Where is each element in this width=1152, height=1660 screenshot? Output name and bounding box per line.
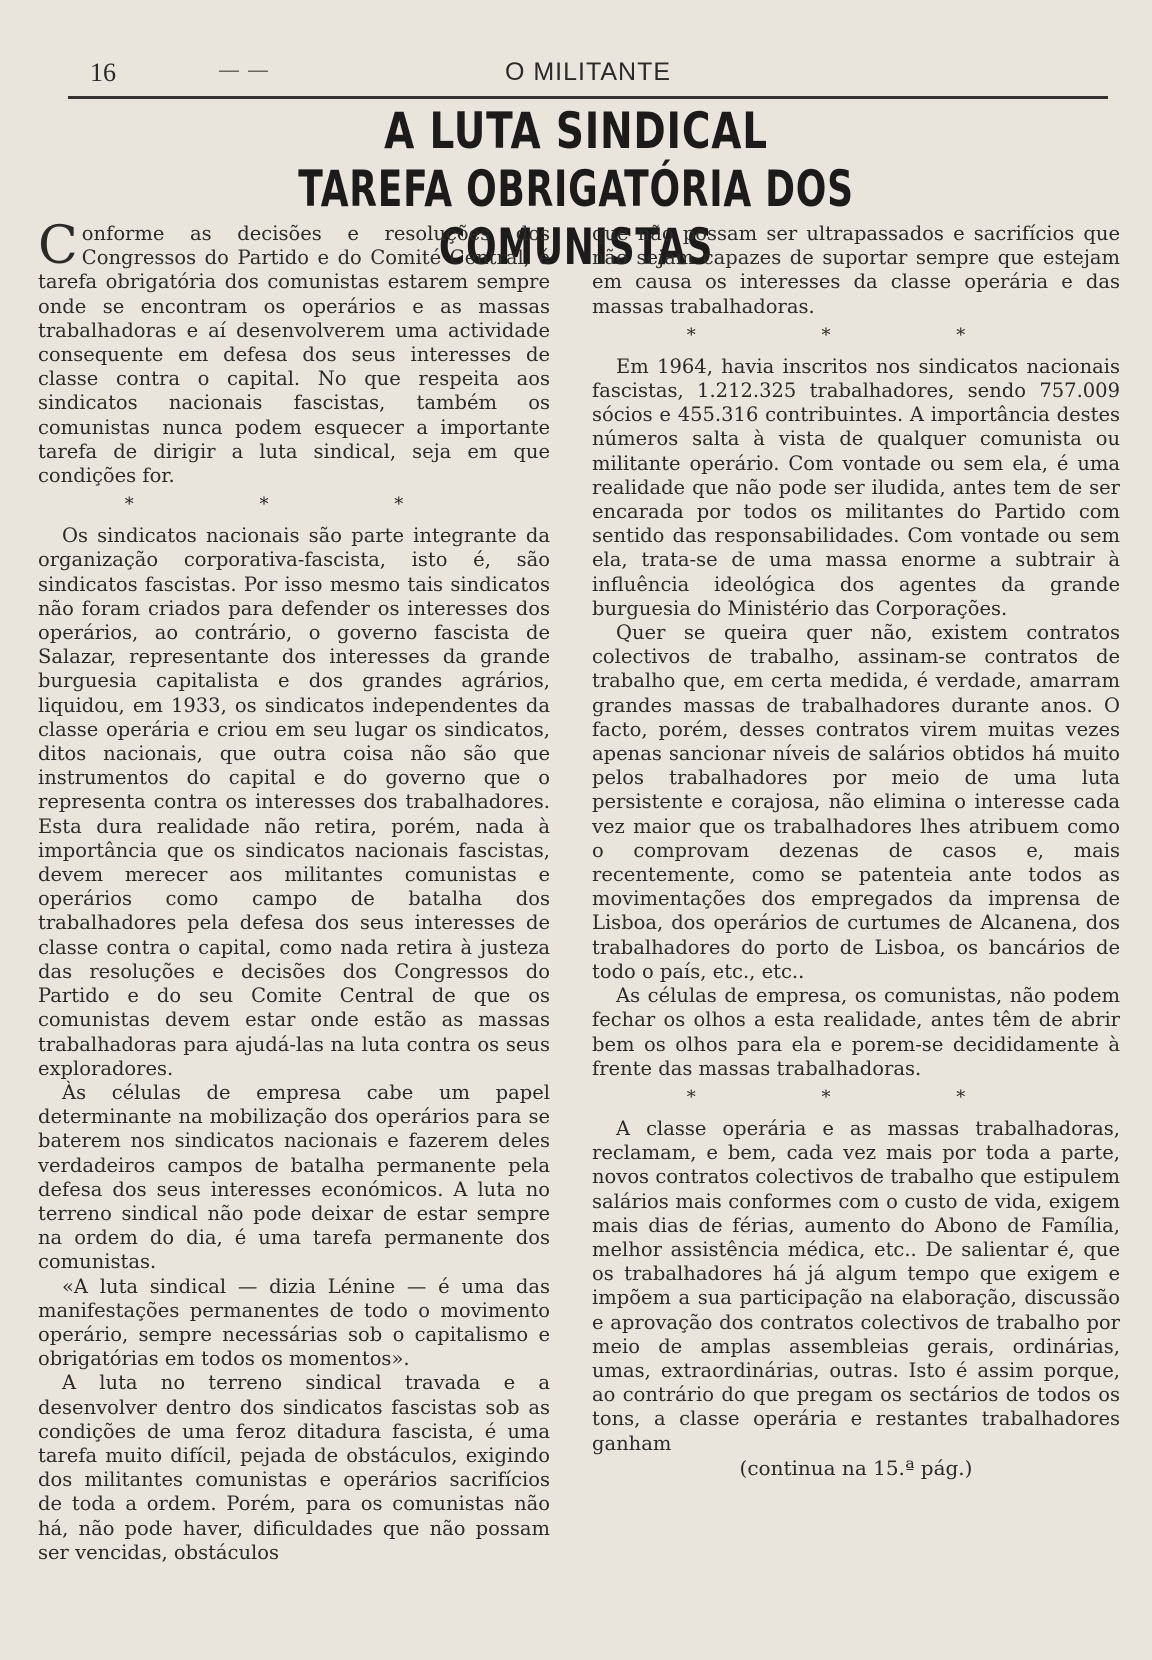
page-number: 16 [90, 58, 116, 87]
section-separator: * * * [686, 1086, 1026, 1108]
paragraph: Em 1964, havia inscritos nos sindicatos nacionais fascistas, 1.212.325 trabalhadores, sendo 757.009 sócios e 455.316 contribuintes. A importância destes números salta à vista de qualquer comunista ou militante operário. Com vontade ou sem ela, é uma realidade que não pode ser iludida, antes tem de ser encarada por todos os militantes do Partido com sentido das responsabilidades. Com vontade ou sem ela, trata-se de uma massa enorme a subtrair à influência ideológica dos agentes da grande burguesia do Ministério das Corporações. [592, 354, 1120, 620]
drop-cap: C [38, 222, 78, 276]
paragraph: A classe operária e as massas trabalhadoras, reclamam, e bem, cada vez mais por toda a parte, novos contratos colectivos de trabalho que estipulem salários mais conformes com o custo de vida, exigem mais dias de férias, aumento do Abono de Família, melhor assistência médica, etc.. De salientar é, que os trabalhadores há já algum tempo que exigem e impõem a sua participação na elaboração, discussão e aprovação dos contratos colectivos de trabalho por meio de amplas assembleias gerais, ordinárias, umas, extraordinárias, outras. Isto é assim porque, ao contrário do que pregam os sectários de todos os tons, a classe operária e restantes trabalhadores ganham [592, 1116, 1120, 1455]
paragraph: Às células de empresa cabe um papel determinante na mobilização dos operários para se baterem nos sindicatos nacionais e fazerem deles verdadeiros campos de batalha permanente pela defesa dos seus interesses económicos. A luta no terreno sindical não pode deixar de estar sempre na ordem do dia, é uma tarefa permanente dos comunistas. [38, 1080, 550, 1274]
article-subtitle: TAREFA OBRIGATÓRIA DOS COMUNISTAS [298, 160, 854, 276]
publication-name: O MILITANTE [504, 58, 672, 86]
article-title: A LUTA SINDICAL [384, 102, 768, 160]
header-rule [68, 96, 1108, 99]
right-column [592, 222, 1120, 1622]
paragraph: «A luta sindical — dizia Lénine — é uma das manifestações permanentes de todo o movimento operário, sempre necessárias sob o capitalismo e obrigatórias em todos os momentos». [38, 1274, 550, 1371]
continuation-note: (continua na 15.ª pág.) [739, 1455, 973, 1480]
paragraph: As células de empresa, os comunistas, não podem fechar os olhos a esta realidade, antes têm de abrir bem os olhos para ela e porem-se decididamente à frente das massas trabalhadoras. [592, 984, 1120, 1080]
section-separator: * * * [124, 494, 464, 516]
page-header [68, 44, 1108, 92]
header-dash: — — [218, 58, 269, 83]
left-column [38, 222, 550, 1622]
paragraph: Quer se queira quer não, existem contratos colectivos de trabalho, assinam-se contratos de trabalho que, em certa medida, é verdade, amarram grandes massas de trabalhadores durante anos. O facto, porém, desses contratos virem muitas vezes apenas sancionar níveis de salários obtidos há muito pelos trabalhadores por meio de uma luta persistente e corajosa, não elimina o interesse cada vez maior que os trabalhadores lhes atribuem como o comprovam dezenas de casos e, mais recentemente, como se patenteia ante todos as movimentações dos empregados da imprensa de Lisboa, dos operários de curtumes de Alcanena, dos trabalhadores do porto de Lisboa, os bancários de todo o país, etc., etc.. [592, 621, 1120, 983]
paragraph: Os sindicatos nacionais são parte integrante da organização corporativa-fascista, isto é, são sindicatos fascistas. Por isso mesmo tais sindicatos não foram criados para defender os interesses dos operários, ao contrário, o governo fascista de Salazar, representante dos interesses da grande burguesia capitalista e dos grandes agrários, liquidou, em 1933, os sindicatos independentes da classe operária e criou em seu lugar os sindicatos, ditos nacionais, que outra coisa não são que instrumentos do capital e do governo que o representa contra os interesses dos trabalhadores. Esta dura realidade não retira, porém, nada à importância que os sindicatos nacionais fascistas, devem merecer aos militantes comunistas e operários como campo de batalha dos trabalhadores pela defesa dos seus interesses de classe contra o capital, como nada retira à justeza das resoluções e decisões dos Congressos do Partido e do seu Comite Central de que os comunistas devem estar onde estão as massas trabalhadoras para ajudá-las na luta contra os seus exploradores. [38, 524, 550, 1080]
paragraph: A luta no terreno sindical travada e a desenvolver dentro dos sindicatos fascistas sob as condições de uma feroz ditadura fascista, é uma tarefa muito difícil, pejada de obstáculos, exigindo dos militantes comunistas e operários sacrifícios de toda a ordem. Porém, para os comunistas não há, não pode haver, dificuldades que não possam ser vencidas, obstáculos [38, 1371, 550, 1564]
paragraph: Conforme as decisões e resoluções dos Congressos do Partido e do Comité Central, é tarefa obrigatória dos comunistas estarem sempre onde se encontram os operários e as massas trabalhadoras e aí desenvolverem uma actividade consequente em defesa dos seus interesses de classe contra o capital. No que respeita aos sindicatos nacionais fascistas, também os comunistas nunca podem esquecer a importante tarefa de dirigir a luta sindical, seja em que condições for. [38, 222, 550, 488]
section-separator: * * * [686, 324, 1026, 346]
paragraph: que não possam ser ultrapassados e sacrifícios que não sejam capazes de suportar sempre que estejam em causa os interesses da classe operária e das massas trabalhadoras. [592, 222, 1120, 318]
